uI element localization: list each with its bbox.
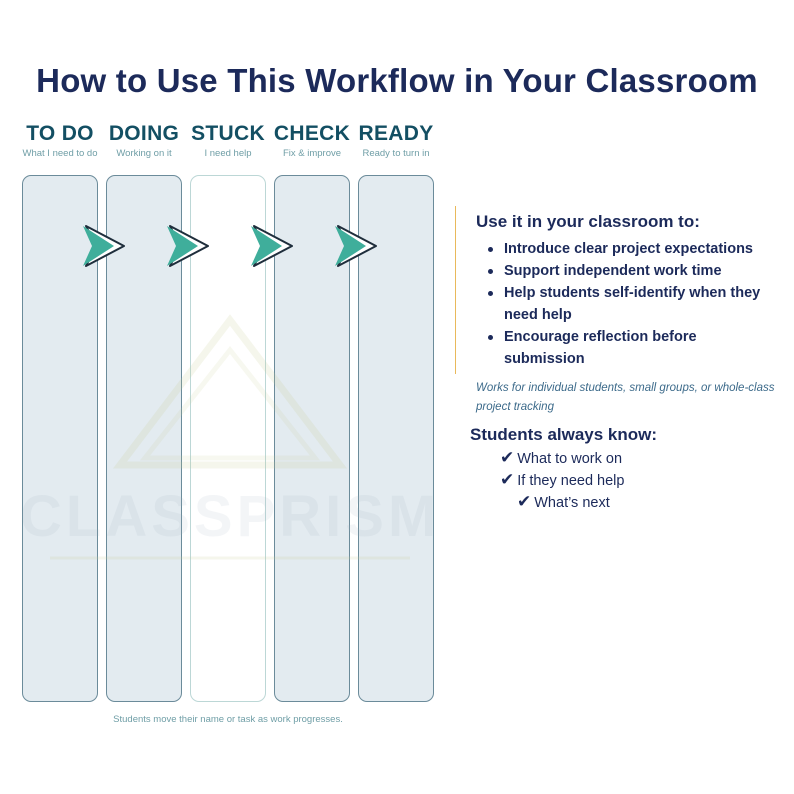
page-title: How to Use This Workflow in Your Classroom (36, 62, 758, 99)
check-item-label: What to work on (517, 451, 623, 467)
know-title: Students always know: (470, 425, 658, 444)
checkmark-icon: ✔ (500, 470, 515, 489)
column-header-doing (99, 122, 189, 159)
checkmark-icon: ✔ (517, 492, 532, 511)
panel-title: Use it in your classroom to: (476, 212, 700, 231)
check-item (500, 448, 622, 468)
column-name: DOING (108, 122, 180, 145)
list-item: Introduce clear project expectations (486, 238, 776, 260)
column-subtitle: Working on it (116, 148, 172, 159)
column-header-stuck (183, 122, 273, 159)
check-item (517, 492, 610, 512)
usage-panel (455, 206, 776, 374)
column-header-ready (351, 122, 441, 159)
column-name: CHECK (273, 122, 351, 145)
list-item: Help students self-identify when they need help (486, 282, 776, 326)
column-name: READY (358, 122, 434, 145)
list-item: Encourage reflection before submission (486, 326, 776, 370)
usage-note: Works for individual students, small groups, or whole-class project tracking (476, 382, 775, 413)
list-item: Support independent work time (486, 260, 776, 282)
check-item-label: What’s next (534, 495, 610, 511)
column-subtitle: Fix & improve (282, 148, 342, 159)
checkmark-icon: ✔ (500, 448, 515, 467)
column-name: STUCK (191, 122, 265, 145)
column-header-todo (15, 122, 105, 159)
chevron-right-icon (82, 222, 126, 270)
chevron-right-icon (166, 222, 210, 270)
column-subtitle: I need help (204, 148, 252, 159)
footnote: Students move their name or task as work progresses. (113, 714, 343, 725)
column-header-check (267, 122, 357, 159)
column-subtitle: What I need to do (22, 148, 98, 159)
check-item-label: If they need help (517, 473, 625, 489)
chevron-right-icon (334, 222, 378, 270)
usage-list (486, 238, 776, 370)
check-item (500, 470, 624, 490)
column-subtitle: Ready to turn in (362, 148, 430, 159)
column-name: TO DO (26, 122, 94, 145)
chevron-right-icon (250, 222, 294, 270)
